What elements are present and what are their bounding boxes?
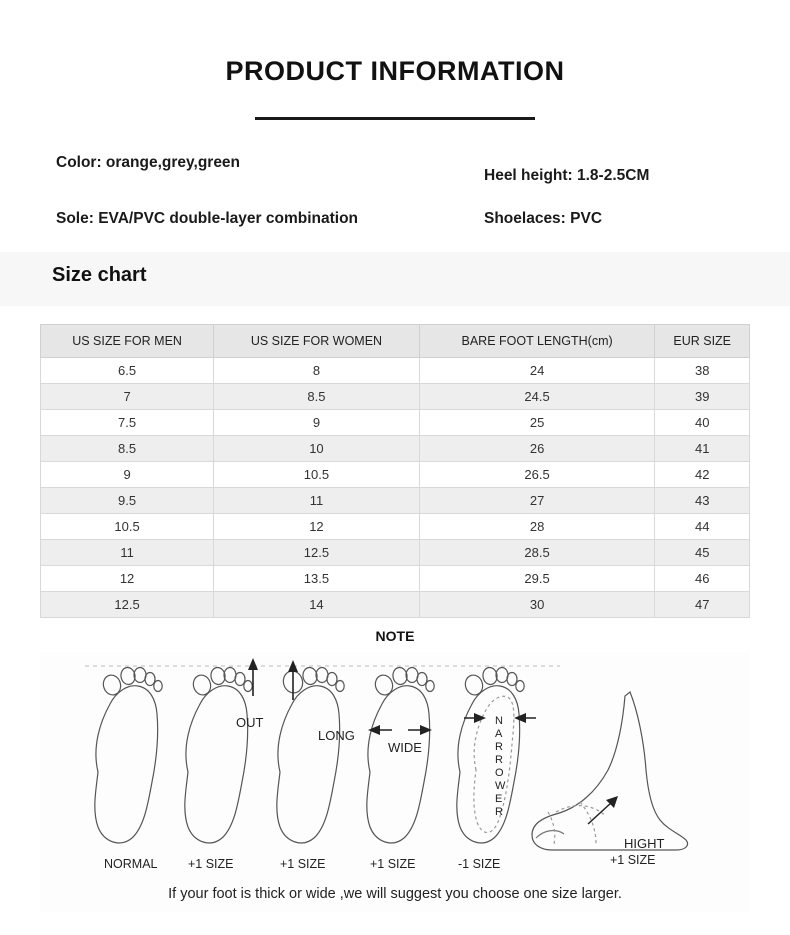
table-header-row	[41, 325, 750, 358]
cell-us-women: 12.5	[214, 540, 420, 566]
table-row	[41, 436, 750, 462]
table-row	[41, 514, 750, 540]
caption-narrower: -1 SIZE	[458, 857, 501, 871]
caption-hight: +1 SIZE	[610, 853, 656, 867]
feet-illustration	[40, 652, 750, 882]
table-row	[41, 384, 750, 410]
spec-sole: Sole: EVA/PVC double-layer combination	[56, 210, 359, 227]
cell-us-men: 11	[41, 540, 214, 566]
label-narrower-a: A	[495, 728, 503, 740]
column-header-us-men: US SIZE FOR MEN	[41, 325, 214, 358]
label-narrower: N	[495, 715, 503, 727]
column-header-foot-length: BARE FOOT LENGTH(cm)	[419, 325, 655, 358]
column-header-us-women: US SIZE FOR WOMEN	[214, 325, 420, 358]
cell-eur: 44	[655, 514, 750, 540]
cell-us-women: 13.5	[214, 566, 420, 592]
table-row	[41, 358, 750, 384]
cell-us-women: 12	[214, 514, 420, 540]
table-row	[41, 410, 750, 436]
cell-us-men: 8.5	[41, 436, 214, 462]
arrow-wide-icon	[368, 725, 432, 735]
size-chart-header-band	[0, 252, 790, 306]
cell-foot-length: 29.5	[419, 566, 655, 592]
specs-section	[0, 154, 790, 246]
table-row	[41, 566, 750, 592]
table-row	[41, 488, 750, 514]
spec-color: Color: orange,grey,green	[56, 154, 241, 171]
cell-eur: 38	[655, 358, 750, 384]
cell-foot-length: 28.5	[419, 540, 655, 566]
table-row	[41, 592, 750, 618]
cell-us-women: 8	[214, 358, 420, 384]
cell-foot-length: 24	[419, 358, 655, 384]
cell-eur: 40	[655, 410, 750, 436]
spec-shoelaces: Shoelaces: PVC	[484, 210, 603, 227]
column-header-eur: EUR SIZE	[655, 325, 750, 358]
label-long: LONG	[318, 728, 355, 743]
arrow-out-icon	[248, 658, 258, 696]
label-narrower-e: E	[495, 793, 503, 805]
cell-foot-length: 30	[419, 592, 655, 618]
foot-long	[277, 666, 344, 843]
table-row	[41, 540, 750, 566]
size-chart-table-wrap	[0, 306, 790, 618]
cell-us-men: 10.5	[41, 514, 214, 540]
cell-eur: 45	[655, 540, 750, 566]
cell-us-women: 8.5	[214, 384, 420, 410]
cell-us-women: 10	[214, 436, 420, 462]
cell-foot-length: 28	[419, 514, 655, 540]
caption-out: +1 SIZE	[188, 857, 234, 871]
label-narrower-r3: R	[495, 806, 503, 818]
cell-eur: 41	[655, 436, 750, 462]
note-text: If your foot is thick or wide ,we will suggest you choose one size larger.	[168, 886, 622, 902]
cell-eur: 47	[655, 592, 750, 618]
foot-narrower	[457, 666, 524, 843]
title-divider	[255, 117, 535, 120]
label-wide: WIDE	[388, 740, 422, 755]
foot-normal	[95, 666, 162, 843]
cell-foot-length: 25	[419, 410, 655, 436]
label-hight: HIGHT	[624, 836, 665, 851]
cell-us-men: 9	[41, 462, 214, 488]
cell-foot-length: 26.5	[419, 462, 655, 488]
label-out: OUT	[236, 715, 264, 730]
label-narrower-o: O	[495, 767, 504, 779]
size-chart-table	[40, 324, 750, 618]
cell-us-men: 7.5	[41, 410, 214, 436]
cell-us-women: 11	[214, 488, 420, 514]
table-row	[41, 462, 750, 488]
cell-eur: 43	[655, 488, 750, 514]
note-label: NOTE	[375, 628, 415, 644]
spec-heel-height: Heel height: 1.8-2.5CM	[484, 167, 650, 184]
cell-us-men: 12	[41, 566, 214, 592]
cell-us-men: 12.5	[41, 592, 214, 618]
cell-us-men: 9.5	[41, 488, 214, 514]
caption-normal: NORMAL	[104, 857, 158, 871]
cell-foot-length: 27	[419, 488, 655, 514]
caption-long: +1 SIZE	[280, 857, 326, 871]
cell-us-men: 7	[41, 384, 214, 410]
arrow-hight-icon	[588, 796, 618, 824]
cell-foot-length: 24.5	[419, 384, 655, 410]
cell-eur: 39	[655, 384, 750, 410]
label-narrower-r2: R	[495, 754, 503, 766]
page-title: PRODUCT INFORMATION	[225, 56, 565, 86]
cell-eur: 46	[655, 566, 750, 592]
cell-foot-length: 26	[419, 436, 655, 462]
cell-eur: 42	[655, 462, 750, 488]
cell-us-women: 9	[214, 410, 420, 436]
label-narrower-r: R	[495, 741, 503, 753]
caption-wide: +1 SIZE	[370, 857, 416, 871]
cell-us-men: 6.5	[41, 358, 214, 384]
cell-us-women: 14	[214, 592, 420, 618]
foot-side-profile	[532, 692, 688, 850]
label-narrower-w: W	[495, 780, 506, 792]
size-chart-title: Size chart	[52, 264, 147, 286]
foot-out	[185, 666, 252, 843]
cell-us-women: 10.5	[214, 462, 420, 488]
foot-measurement-diagram	[40, 652, 750, 912]
